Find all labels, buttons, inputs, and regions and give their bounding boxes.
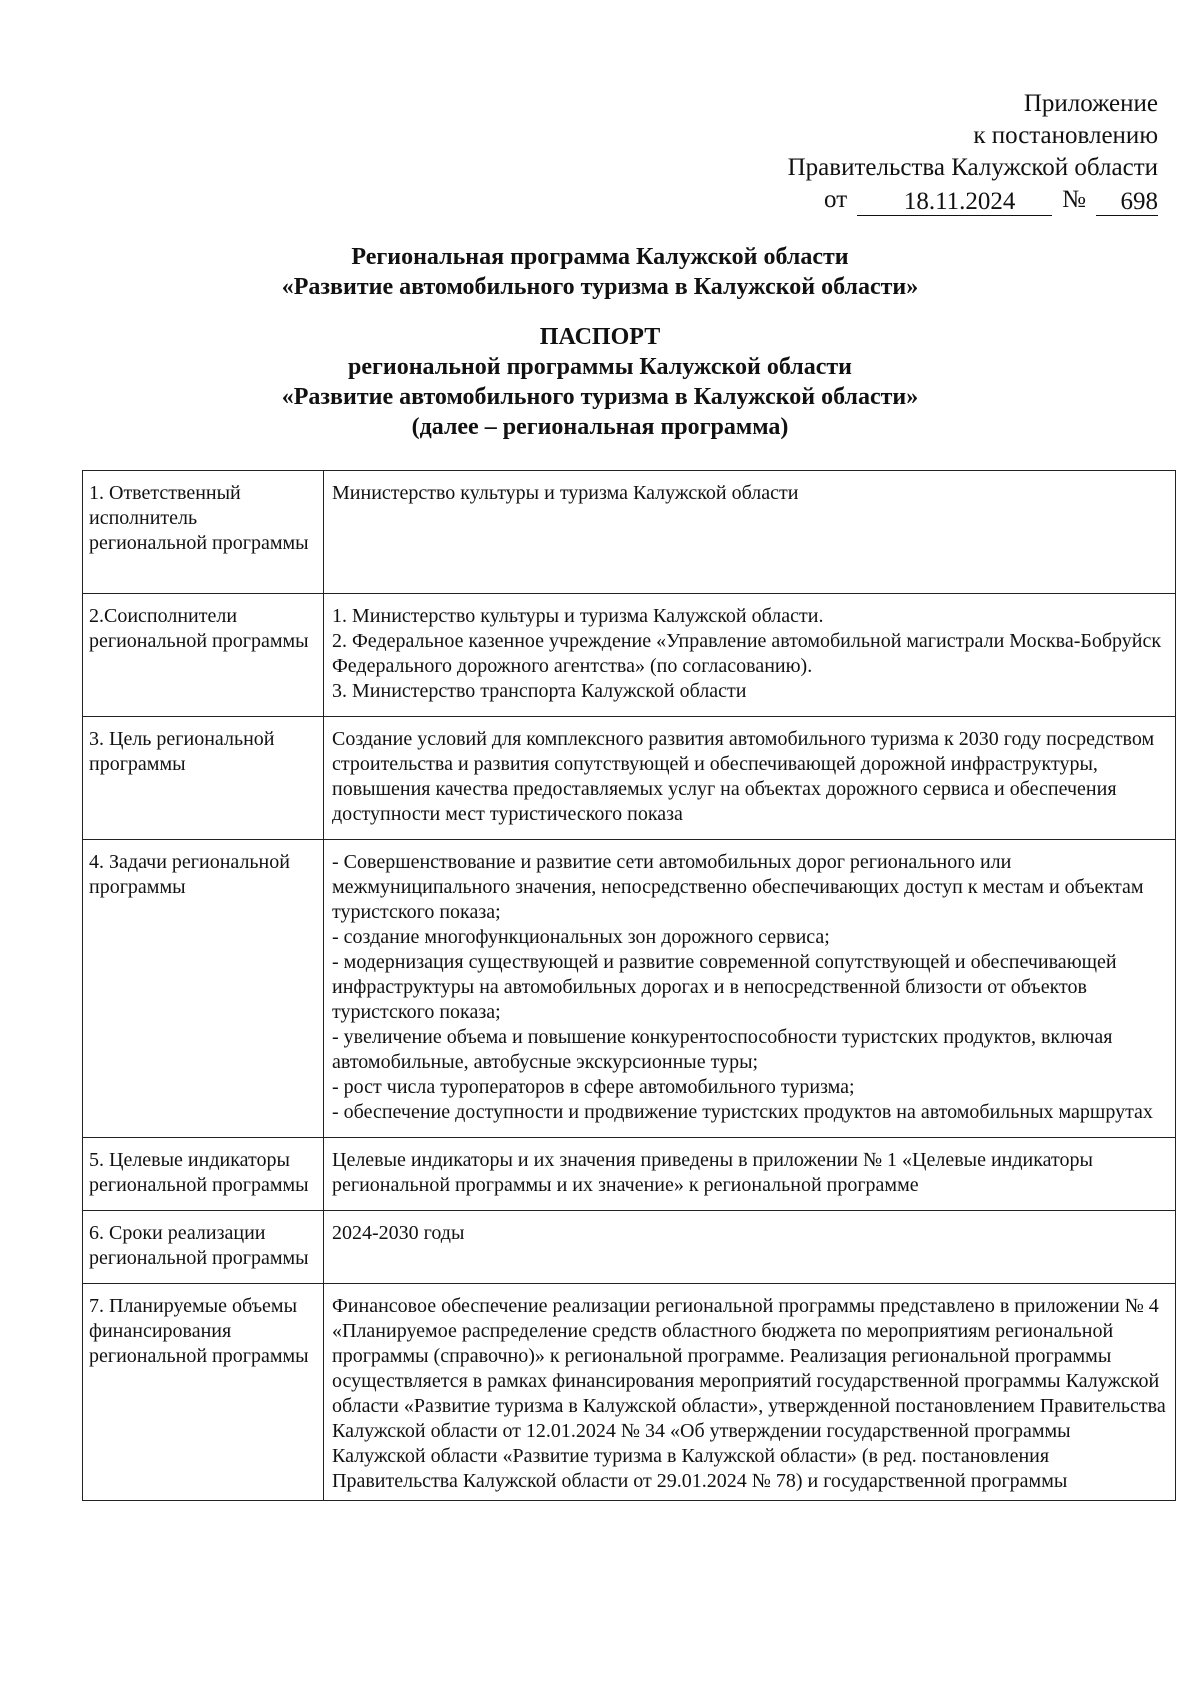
annex-from-label: от <box>824 186 848 213</box>
program-title-line2: «Развитие автомобильного туризма в Калужской области» <box>281 274 919 300</box>
row-content-line: 2024-2030 годы <box>332 1222 465 1244</box>
row-label: 1. Ответственный исполнитель региональной программы <box>83 471 324 594</box>
row-content-line: - Совершенствование и развитие сети автомобильных дорог регионального или межмуниципального значения, непосредственно обеспечивающих доступ к местам и объектам туристского показа; <box>332 851 1144 923</box>
passport-subtitle-line2: «Развитие автомобильного туризма в Калужской области» <box>281 384 919 410</box>
row-content <box>324 1211 1176 1284</box>
annex-number: 698 <box>1096 189 1158 216</box>
table-row <box>83 1284 1176 1501</box>
row-content-line: 2. Федеральное казенное учреждение «Управление автомобильной магистрали Москва-Бобруйск Федерального дорожного агентства» (по согласованию). <box>332 630 1162 677</box>
passport-subtitle-line3: (далее – региональная программа) <box>411 414 789 440</box>
row-content-line: Создание условий для комплексного развития автомобильного туризма к 2030 году посредством строительства и развития сопутствующей и обеспечивающей дорожной инфраструктуры, повышения качества предоставляемых услуг на объектах дорожного сервиса и обеспечения доступности мест туристического показа <box>332 728 1155 825</box>
annex-number-label: № <box>1062 186 1086 213</box>
row-content-line: 1. Министерство культуры и туризма Калужской области. <box>332 605 824 627</box>
passport-heading: ПАСПОРТ <box>539 324 661 350</box>
row-label: 4. Задачи региональной программы <box>83 840 324 1138</box>
row-content-line: Финансовое обеспечение реализации региональной программы представлено в приложении № 4 «Планируемое распределение средств областного бюджета по мероприятиям региональной программы (справочно)» к региональной программе. Реализация региональной программы осуществляется в рамках финансирования мероприятий государственной программы Калужской области «Развитие туризма в Калужской области», утвержденной постановлением Правительства Калужской области от 12.01.2024 № 34 «Об утверждении государственной программы Калужской области «Развитие туризма в Калужской области» (в ред. постановления Правительства Калужской области от 29.01.2024 № 78) и государственной программы <box>332 1295 1166 1492</box>
annex-date: 18.11.2024 <box>857 189 1052 216</box>
row-content-line: - модернизация существующей и развитие современной сопутствующей и обеспечивающей инфраструктуры на автомобильных дорогах и в непосредственной близости от объектов туристского показа; <box>332 951 1117 1023</box>
row-content-line: Министерство культуры и туризма Калужской области <box>332 482 799 504</box>
table-row <box>83 1211 1176 1284</box>
passport-subtitle-line1: региональной программы Калужской области <box>348 354 852 380</box>
row-content <box>324 840 1176 1138</box>
row-label: 7. Планируемые объемы финансирования региональной программы <box>83 1284 324 1501</box>
program-title-line1: Региональная программа Калужской области <box>351 244 849 270</box>
row-content-line: - увеличение объема и повышение конкурентоспособности туристских продуктов, включая автомобильные, автобусные экскурсионные туры; <box>332 1026 1113 1073</box>
row-content-line: 3. Министерство транспорта Калужской области <box>332 680 747 702</box>
row-label: 5. Целевые индикаторы региональной программы <box>83 1138 324 1211</box>
annex-date-line <box>824 184 1158 216</box>
annex-government: Правительства Калужской области <box>787 154 1158 181</box>
document-titles <box>0 242 1200 442</box>
table-row <box>83 1138 1176 1211</box>
table-row <box>83 471 1176 594</box>
row-content-line: - обеспечение доступности и продвижение туристских продуктов на автомобильных маршрутах <box>332 1101 1153 1123</box>
annex-to-resolution: к постановлению <box>973 122 1158 149</box>
table-row <box>83 594 1176 717</box>
row-content-line: Целевые индикаторы и их значения приведены в приложении № 1 «Целевые индикаторы региональной программы и их значение» к региональной программе <box>332 1149 1093 1196</box>
table-row <box>83 840 1176 1138</box>
annex-title: Приложение <box>1023 90 1158 117</box>
row-label: 6. Сроки реализации региональной программы <box>83 1211 324 1284</box>
table-row <box>83 717 1176 840</box>
row-label: 3. Цель региональной программы <box>83 717 324 840</box>
annex-header <box>788 88 1158 216</box>
row-content-line: - рост числа туроператоров в сфере автомобильного туризма; <box>332 1076 855 1098</box>
passport-table <box>82 470 1176 1501</box>
row-content <box>324 1138 1176 1211</box>
row-content <box>324 717 1176 840</box>
row-content <box>324 471 1176 594</box>
row-content <box>324 1284 1176 1501</box>
row-content-line: - создание многофункциональных зон дорожного сервиса; <box>332 926 830 948</box>
row-label: 2.Соисполнители региональной программы <box>83 594 324 717</box>
row-content <box>324 594 1176 717</box>
